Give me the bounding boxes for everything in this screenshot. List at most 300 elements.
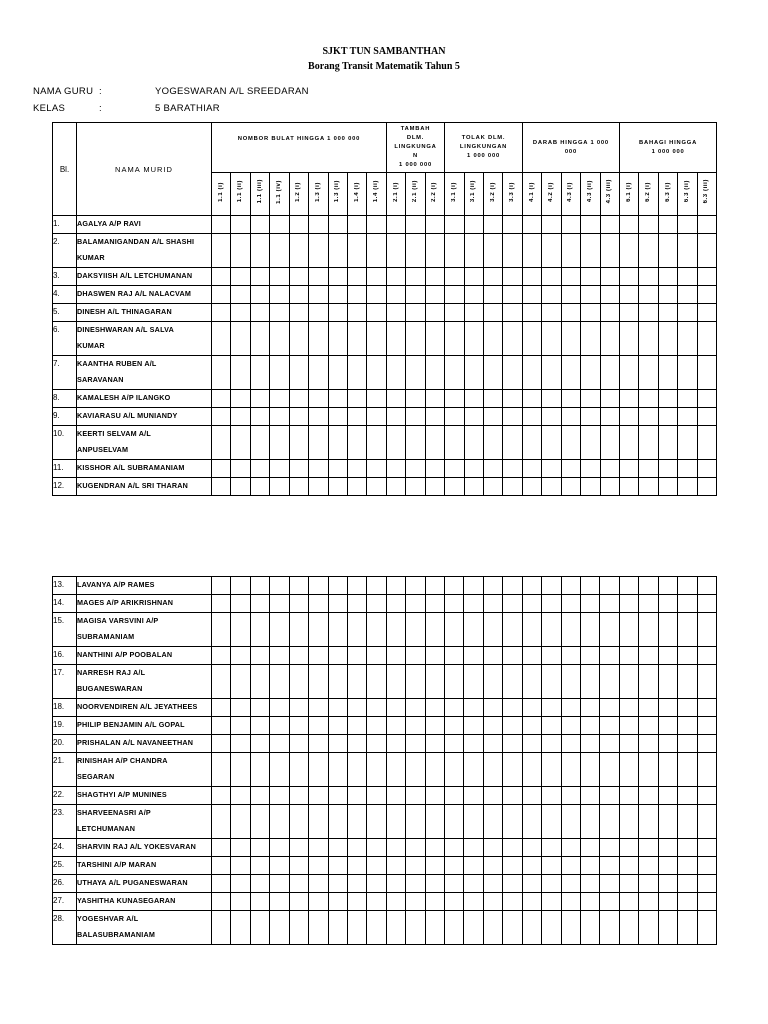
student-row — [53, 234, 717, 268]
mark-cell — [678, 356, 697, 390]
student-row — [53, 911, 717, 945]
mark-cell — [561, 857, 580, 875]
mark-cell — [464, 665, 483, 699]
student-name-cell — [77, 216, 212, 234]
mark-cell — [250, 595, 269, 613]
skill-subheader-label: 1.3 (i) — [314, 181, 321, 202]
skill-subheader-label: 6.3 (i) — [664, 181, 671, 202]
mark-cell — [328, 717, 347, 735]
mark-cell — [386, 408, 405, 426]
mark-cell — [328, 753, 347, 787]
student-row — [53, 787, 717, 805]
mark-cell — [270, 911, 289, 945]
mark-cell — [697, 875, 716, 893]
mark-cell — [561, 839, 580, 857]
mark-cell — [212, 787, 231, 805]
mark-cell — [386, 857, 405, 875]
mark-cell — [406, 857, 425, 875]
mark-cell — [347, 478, 366, 496]
student-number: 3. — [53, 271, 60, 280]
student-number: 18. — [53, 702, 65, 711]
mark-cell — [212, 460, 231, 478]
mark-cell — [619, 805, 638, 839]
mark-cell — [347, 875, 366, 893]
student-number: 1. — [53, 219, 60, 228]
mark-cell — [678, 286, 697, 304]
skill-group-header — [522, 123, 619, 173]
student-name-cell — [77, 805, 212, 839]
mark-cell — [639, 216, 658, 234]
mark-cell — [600, 286, 619, 304]
mark-cell — [503, 234, 522, 268]
mark-cell — [386, 234, 405, 268]
mark-cell — [309, 390, 328, 408]
mark-cell — [484, 286, 503, 304]
student-row — [53, 857, 717, 875]
mark-cell — [406, 478, 425, 496]
mark-cell — [212, 322, 231, 356]
student-name-line: RINISHAH A/P CHANDRA — [77, 756, 168, 765]
mark-cell — [542, 426, 561, 460]
mark-cell — [639, 735, 658, 753]
mark-cell — [367, 613, 386, 647]
mark-cell — [250, 665, 269, 699]
mark-cell — [678, 787, 697, 805]
mark-cell — [406, 460, 425, 478]
mark-cell — [697, 268, 716, 286]
mark-cell — [289, 717, 308, 735]
mark-cell — [600, 717, 619, 735]
mark-cell — [347, 699, 366, 717]
mark-cell — [367, 857, 386, 875]
mark-cell — [231, 426, 250, 460]
mark-cell — [639, 647, 658, 665]
mark-cell — [231, 216, 250, 234]
skill-subheader-label: 3.1 (i) — [450, 181, 457, 202]
mark-cell — [581, 322, 600, 356]
mark-cell — [542, 735, 561, 753]
mark-cell — [212, 717, 231, 735]
mark-cell — [309, 787, 328, 805]
mark-cell — [406, 216, 425, 234]
mark-cell — [697, 390, 716, 408]
skill-subheader — [250, 173, 269, 216]
mark-cell — [231, 893, 250, 911]
student-name-cell — [77, 460, 212, 478]
mark-cell — [600, 577, 619, 595]
student-name-line: MAGISA VARSVINI A/P — [77, 616, 159, 625]
mark-cell — [250, 839, 269, 857]
skill-subheader-label: 2.1 (i) — [392, 181, 399, 202]
mark-cell — [697, 304, 716, 322]
skill-subheader-label: 6.3 (ii) — [683, 180, 690, 203]
mark-cell — [445, 322, 464, 356]
mark-cell — [484, 390, 503, 408]
student-number-cell — [53, 613, 77, 647]
mark-cell — [270, 478, 289, 496]
mark-cell — [347, 426, 366, 460]
mark-cell — [620, 390, 639, 408]
mark-cell — [581, 234, 600, 268]
student-number-cell — [53, 460, 77, 478]
mark-cell — [309, 478, 328, 496]
mark-cell — [425, 234, 444, 268]
skill-subheader — [386, 173, 405, 216]
mark-cell — [406, 647, 425, 665]
skill-group-header-line: BAHAGI HINGGA — [639, 139, 698, 146]
mark-cell — [581, 390, 600, 408]
assessment-table-sheet-1 — [52, 122, 717, 496]
mark-cell — [250, 286, 269, 304]
mark-cell — [464, 735, 483, 753]
student-name-line: KISSHOR A/L SUBRAMANIAM — [77, 463, 185, 472]
mark-cell — [347, 408, 366, 426]
mark-cell — [561, 717, 580, 735]
assessment-table-sheet-2 — [52, 576, 717, 945]
student-number: 16. — [53, 650, 65, 659]
mark-cell — [270, 717, 289, 735]
student-number-cell — [53, 216, 77, 234]
mark-cell — [386, 216, 405, 234]
student-row — [53, 408, 717, 426]
mark-cell — [464, 787, 483, 805]
mark-cell — [484, 478, 503, 496]
skill-subheader — [406, 173, 425, 216]
skill-subheader-label: 1.1 (iv) — [275, 179, 282, 204]
mark-cell — [503, 665, 522, 699]
mark-cell — [445, 478, 464, 496]
mark-cell — [328, 857, 347, 875]
mark-cell — [522, 408, 541, 426]
mark-cell — [464, 216, 483, 234]
mark-cell — [464, 304, 483, 322]
mark-cell — [406, 234, 425, 268]
mark-cell — [561, 322, 580, 356]
mark-cell — [250, 460, 269, 478]
mark-cell — [484, 460, 503, 478]
mark-cell — [581, 717, 600, 735]
mark-cell — [658, 735, 677, 753]
mark-cell — [697, 426, 716, 460]
mark-cell — [289, 613, 308, 647]
mark-cell — [289, 753, 308, 787]
mark-cell — [639, 356, 658, 390]
mark-cell — [289, 595, 308, 613]
mark-cell — [678, 304, 697, 322]
mark-cell — [678, 839, 697, 857]
mark-cell — [522, 613, 541, 647]
mark-cell — [581, 356, 600, 390]
mark-cell — [697, 613, 716, 647]
student-row — [53, 717, 717, 735]
mark-cell — [406, 665, 425, 699]
mark-cell — [212, 216, 231, 234]
mark-cell — [328, 426, 347, 460]
skill-subheader — [289, 173, 308, 216]
student-row — [53, 322, 717, 356]
mark-cell — [270, 647, 289, 665]
mark-cell — [464, 699, 483, 717]
mark-cell — [619, 875, 638, 893]
mark-cell — [425, 647, 444, 665]
mark-cell — [270, 805, 289, 839]
skill-group-header-line: TAMBAH — [400, 126, 431, 132]
mark-cell — [464, 805, 483, 839]
mark-cell — [619, 595, 638, 613]
mark-cell — [658, 268, 677, 286]
mark-cell — [289, 322, 308, 356]
mark-cell — [581, 875, 600, 893]
student-name-cell — [77, 408, 212, 426]
mark-cell — [289, 286, 308, 304]
student-name-line: SHAGTHYI A/P MUNINES — [77, 790, 167, 799]
skill-group-header-line: 1 000 000 — [467, 153, 501, 159]
mark-cell — [250, 268, 269, 286]
mark-cell — [231, 268, 250, 286]
mark-cell — [542, 322, 561, 356]
mark-cell — [309, 216, 328, 234]
skill-group-header-line: 000 — [564, 148, 577, 155]
mark-cell — [386, 839, 405, 857]
mark-cell — [581, 426, 600, 460]
mark-cell — [542, 647, 561, 665]
student-number: 13. — [53, 580, 65, 589]
mark-cell — [522, 426, 541, 460]
mark-cell — [581, 647, 600, 665]
mark-cell — [386, 426, 405, 460]
mark-cell — [678, 875, 697, 893]
mark-cell — [309, 322, 328, 356]
mark-cell — [464, 356, 483, 390]
mark-cell — [250, 647, 269, 665]
mark-cell — [639, 717, 658, 735]
mark-cell — [697, 286, 716, 304]
mark-cell — [464, 478, 483, 496]
mark-cell — [289, 893, 308, 911]
mark-cell — [250, 735, 269, 753]
mark-cell — [386, 893, 405, 911]
student-name-line: NANTHINI A/P POOBALAN — [77, 650, 173, 659]
mark-cell — [581, 408, 600, 426]
mark-cell — [522, 735, 541, 753]
mark-cell — [386, 613, 405, 647]
mark-cell — [328, 787, 347, 805]
mark-cell — [600, 893, 619, 911]
mark-cell — [231, 805, 250, 839]
mark-cell — [639, 839, 658, 857]
student-number-cell — [53, 595, 77, 613]
mark-cell — [522, 839, 541, 857]
mark-cell — [212, 408, 231, 426]
mark-cell — [600, 595, 619, 613]
mark-cell — [270, 322, 289, 356]
mark-cell — [600, 216, 619, 234]
skill-subheader — [367, 173, 387, 216]
student-number: 2. — [53, 237, 60, 246]
mark-cell — [425, 577, 444, 595]
mark-cell — [464, 613, 483, 647]
mark-cell — [367, 268, 387, 286]
mark-cell — [581, 286, 600, 304]
mark-cell — [328, 286, 347, 304]
mark-cell — [600, 426, 619, 460]
mark-cell — [658, 216, 677, 234]
mark-cell — [542, 390, 561, 408]
mark-cell — [503, 699, 522, 717]
mark-cell — [542, 460, 561, 478]
mark-cell — [328, 577, 347, 595]
mark-cell — [600, 875, 619, 893]
mark-cell — [600, 234, 619, 268]
student-name-line: SHARVIN RAJ A/L YOKESVARAN — [77, 842, 197, 851]
mark-cell — [270, 875, 289, 893]
mark-cell — [620, 268, 639, 286]
mark-cell — [581, 805, 600, 839]
mark-cell — [658, 613, 677, 647]
mark-cell — [425, 857, 444, 875]
mark-cell — [347, 893, 366, 911]
skill-group-header-line: TOLAK DLM. — [461, 135, 506, 141]
student-name-line: SUBRAMANIAM — [77, 632, 135, 641]
mark-cell — [522, 717, 541, 735]
student-name-line: BALAMANIGANDAN A/L SHASHI — [77, 237, 195, 246]
mark-cell — [347, 839, 366, 857]
mark-cell — [542, 577, 561, 595]
mark-cell — [289, 665, 308, 699]
mark-cell — [250, 408, 269, 426]
student-row — [53, 875, 717, 893]
student-name-line: MAGES A/P ARIKRISHNAN — [77, 598, 174, 607]
mark-cell — [328, 805, 347, 839]
mark-cell — [600, 268, 619, 286]
mark-cell — [231, 665, 250, 699]
mark-cell — [445, 268, 464, 286]
mark-cell — [328, 893, 347, 911]
student-number-cell — [53, 408, 77, 426]
skill-group-header-line: LINGKUNGAN — [459, 144, 508, 150]
mark-cell — [309, 717, 328, 735]
class-label: KELAS — [33, 103, 66, 114]
mark-cell — [367, 460, 387, 478]
mark-cell — [697, 911, 716, 945]
mark-cell — [483, 787, 502, 805]
mark-cell — [697, 216, 716, 234]
mark-cell — [620, 478, 639, 496]
mark-cell — [639, 426, 658, 460]
mark-cell — [212, 595, 231, 613]
mark-cell — [639, 268, 658, 286]
mark-cell — [270, 665, 289, 699]
mark-cell — [503, 390, 522, 408]
mark-cell — [270, 408, 289, 426]
mark-cell — [445, 665, 464, 699]
student-number: 28. — [53, 914, 65, 923]
mark-cell — [406, 426, 425, 460]
mark-cell — [445, 390, 464, 408]
mark-cell — [658, 753, 677, 787]
mark-cell — [386, 322, 405, 356]
mark-cell — [619, 753, 638, 787]
mark-cell — [542, 408, 561, 426]
mark-cell — [678, 699, 697, 717]
mark-cell — [600, 322, 619, 356]
mark-cell — [289, 805, 308, 839]
student-number-cell — [53, 699, 77, 717]
mark-cell — [542, 857, 561, 875]
mark-cell — [600, 699, 619, 717]
student-row — [53, 478, 717, 496]
mark-cell — [328, 408, 347, 426]
mark-cell — [483, 735, 502, 753]
student-number-cell — [53, 426, 77, 460]
mark-cell — [561, 875, 580, 893]
mark-cell — [347, 753, 366, 787]
mark-cell — [678, 268, 697, 286]
student-number: 5. — [53, 307, 60, 316]
mark-cell — [328, 699, 347, 717]
mark-cell — [406, 911, 425, 945]
mark-cell — [464, 893, 483, 911]
mark-cell — [483, 857, 502, 875]
student-row — [53, 595, 717, 613]
mark-cell — [503, 478, 522, 496]
mark-cell — [503, 805, 522, 839]
student-number: 11. — [53, 463, 64, 472]
student-number: 7. — [53, 359, 60, 368]
mark-cell — [503, 613, 522, 647]
mark-cell — [367, 478, 387, 496]
skill-subheader-label: 4.3 (i) — [567, 181, 574, 202]
mark-cell — [445, 304, 464, 322]
skill-group-header-line: DARAB HINGGA 1 000 — [532, 139, 609, 146]
mark-cell — [678, 234, 697, 268]
mark-cell — [561, 268, 580, 286]
mark-cell — [542, 893, 561, 911]
mark-cell — [464, 577, 483, 595]
student-number-cell — [53, 717, 77, 735]
student-number: 14. — [53, 598, 65, 607]
mark-cell — [250, 613, 269, 647]
student-number-cell — [53, 857, 77, 875]
mark-cell — [347, 390, 366, 408]
mark-cell — [386, 268, 405, 286]
mark-cell — [445, 216, 464, 234]
skill-subheader — [425, 173, 444, 216]
mark-cell — [620, 426, 639, 460]
mark-cell — [406, 753, 425, 787]
mark-cell — [367, 577, 386, 595]
mark-cell — [658, 699, 677, 717]
mark-cell — [231, 595, 250, 613]
mark-cell — [561, 286, 580, 304]
mark-cell — [445, 911, 464, 945]
mark-cell — [231, 753, 250, 787]
mark-cell — [347, 805, 366, 839]
mark-cell — [386, 735, 405, 753]
mark-cell — [289, 875, 308, 893]
student-name-line: NOORVENDIREN A/L JEYATHEES — [77, 702, 198, 711]
mark-cell — [309, 911, 328, 945]
skill-subheader — [445, 173, 464, 216]
mark-cell — [561, 577, 580, 595]
mark-cell — [425, 839, 444, 857]
mark-cell — [697, 408, 716, 426]
mark-cell — [522, 216, 541, 234]
mark-cell — [581, 216, 600, 234]
student-name-cell — [77, 857, 212, 875]
mark-cell — [678, 665, 697, 699]
skill-subheader — [620, 173, 639, 216]
